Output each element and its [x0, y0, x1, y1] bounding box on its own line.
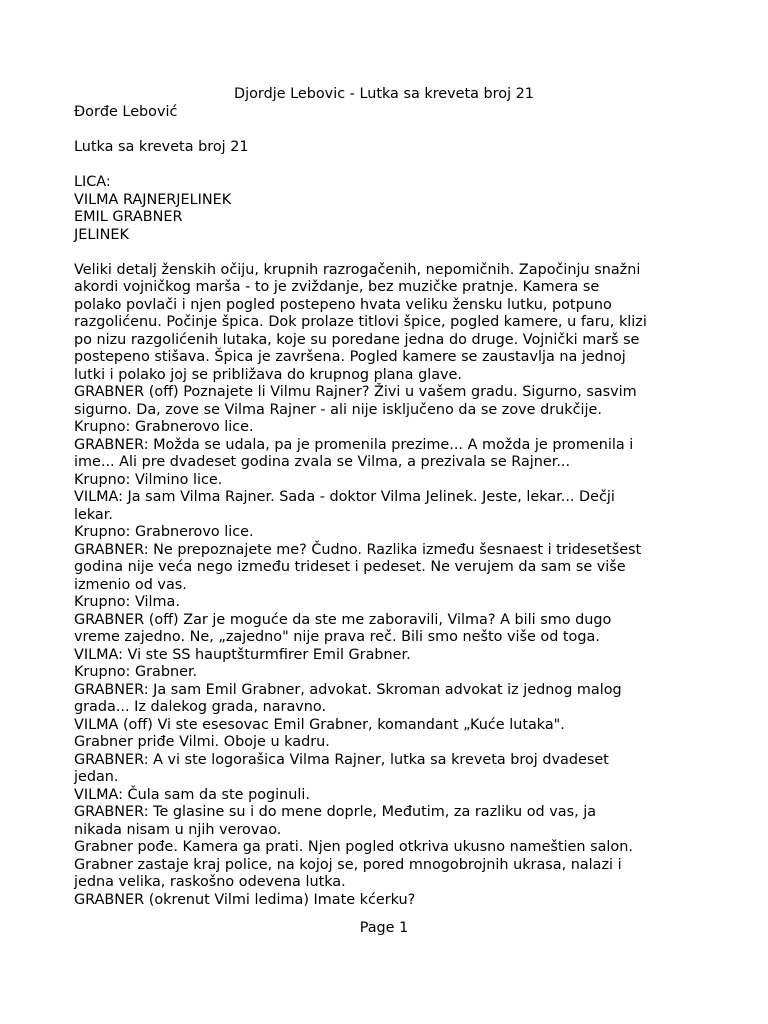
- text-line: Grabner priđe Vilmi. Oboje u kadru.: [74, 734, 330, 750]
- text-line: Krupno: Vilmino lice.: [74, 471, 223, 488]
- text-line: Grabner zastaje kraj police, na kojoj se, pored mnogobrojnih ukrasa, nalazi i: [74, 856, 622, 873]
- text-line: lutki i polako joj se približava do krupnog plana glave.: [74, 366, 462, 383]
- text-line: razgolićenu. Počinje špica. Dok prolaze titlovi špice, pogled kamere, u faru, klizi: [74, 314, 647, 330]
- text-line: GRABNER: A vi ste logorašica Vilma Rajner, lutka sa kreveta broj dvadeset: [74, 751, 609, 768]
- blank-line: [74, 157, 714, 175]
- text-line: EMIL GRABNER: [74, 209, 183, 225]
- blank-line: [74, 244, 714, 262]
- text-line: polako povlači i njen pogled postepeno hvata veliku žensku lutku, potpuno: [74, 296, 612, 313]
- text-line: Krupno: Grabnerovo lice.: [74, 524, 254, 540]
- blank-line: [74, 122, 714, 140]
- text-line: Đorđe Lebović: [74, 104, 178, 120]
- text-line: GRABNER: Možda se udala, pa je promenila prezime... A možda je promenila i: [74, 436, 634, 453]
- text-line: nikada nisam u njih verovao.: [74, 821, 282, 838]
- text-line: lekar.: [74, 506, 113, 523]
- text-line: Krupno: Grabner.: [74, 664, 198, 680]
- page-header: Djordje Lebovic - Lutka sa kreveta broj 21: [234, 86, 534, 102]
- text-line: GRABNER: Ja sam Emil Grabner, advokat. Skroman advokat iz jednog malog: [74, 681, 622, 698]
- text-line: GRABNER (off) Poznajete li Vilmu Rajner? Živi u vašem gradu. Sigurno, sasvim: [74, 384, 637, 400]
- text-line: GRABNER (off) Zar je moguće da ste me zaboravili, Vilma? A bili smo dugo: [74, 611, 612, 628]
- text-line: postepeno stišava. Špica je završena. Pogled kamere se zaustavlja na jednoj: [74, 349, 626, 365]
- text-line: vreme zajedno. Ne, „zajedno" nije prava reč. Bili smo nešto više od toga.: [74, 629, 600, 645]
- text-line: Krupno: Grabnerovo lice.: [74, 419, 254, 435]
- text-line: Grabner pođe. Kamera ga prati. Njen pogled otkriva ukusno nameštien salon.: [74, 839, 633, 855]
- text-line: Veliki detalj ženskih očiju, krupnih razrogačenih, nepomičnih. Započinju snažni: [74, 261, 641, 278]
- text-line: Krupno: Vilma.: [74, 594, 180, 610]
- text-line: sigurno. Da, zove se Vilma Rajner - ali nije isključeno da se zove drukčije.: [74, 401, 602, 418]
- text-line: ime... Ali pre dvadeset godina zvala se Vilma, a prezivala se Rajner...: [74, 454, 571, 470]
- text-line: grada... Iz dalekog grada, naravno.: [74, 699, 327, 715]
- text-line: VILMA RAJNERJELINEK: [74, 191, 232, 208]
- text-line: Lutka sa kreveta broj 21: [74, 139, 249, 155]
- text-line: JELINEK: [74, 226, 129, 243]
- text-line: jedna velika, raskošno odevena lutka.: [74, 874, 346, 890]
- document-body: [74, 104, 714, 909]
- text-line: GRABNER: Te glasine su i do mene doprle, Međutim, za razliku od vas, ja: [74, 804, 597, 820]
- text-line: GRABNER: Ne prepoznajete me? Čudno. Razlika između šesnaest i tridesetšest: [74, 541, 642, 558]
- text-line: LICA:: [74, 174, 111, 190]
- text-line: godina nije veća nego između trideset i pedeset. Ne verujem da sam se više: [74, 559, 626, 575]
- text-line: akordi vojničkog marša - to je zviždanje, bez muzičke pratnje. Kamera se: [74, 279, 600, 295]
- text-line: VILMA (off) Vi ste esesovac Emil Grabner, komandant „Kuće lutaka".: [74, 716, 565, 733]
- text-line: VILMA: Ja sam Vilma Rajner. Sada - doktor Vilma Jelinek. Jeste, lekar... Dečji: [74, 489, 615, 505]
- text-line: VILMA: Vi ste SS hauptšturmfirer Emil Grabner.: [74, 646, 411, 663]
- text-line: po nizu razgolićenih lutaka, koje su poredane jedna do druge. Vojnički marš se: [74, 331, 640, 348]
- text-line: izmenio od vas.: [74, 576, 187, 593]
- text-line: jedan.: [74, 769, 119, 785]
- page-number: Page 1: [359, 920, 409, 936]
- text-line: GRABNER (okrenut Vilmi ledima) Imate kćerku?: [74, 891, 416, 908]
- text-line: VILMA: Čula sam da ste poginuli.: [74, 786, 310, 803]
